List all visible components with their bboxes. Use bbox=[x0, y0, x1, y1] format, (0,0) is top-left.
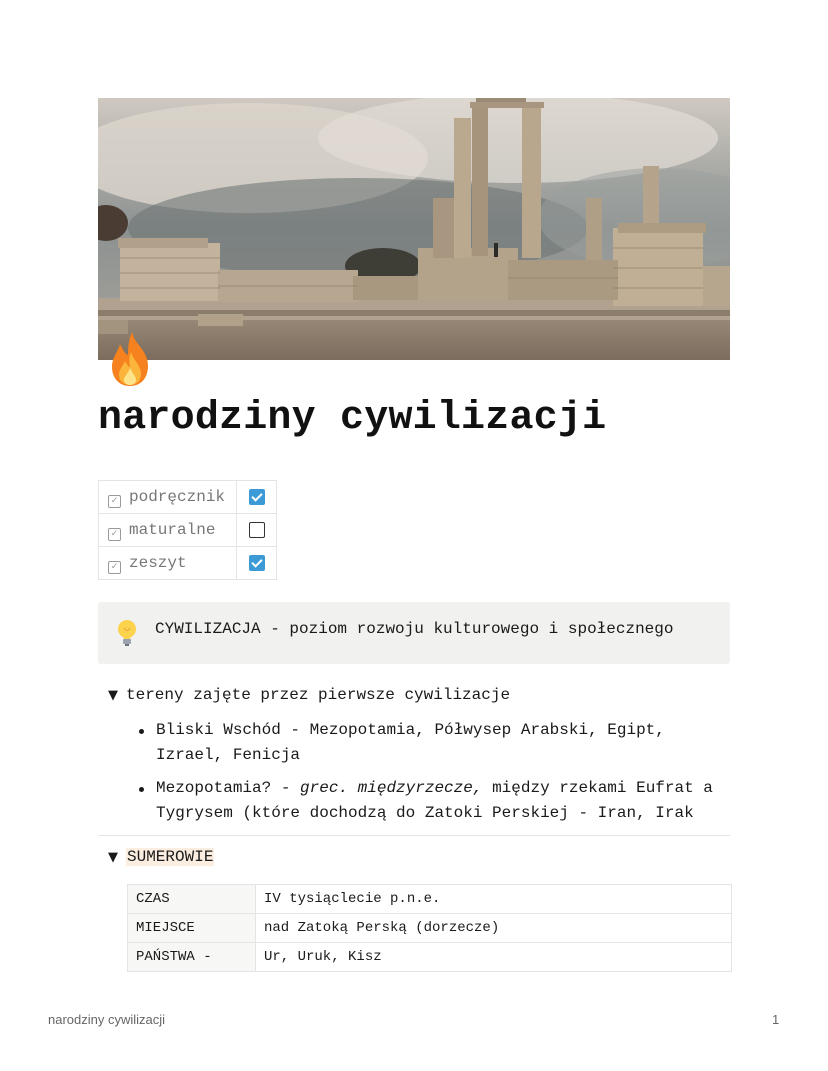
table-cell-key[interactable]: CZAS bbox=[128, 885, 256, 914]
page-title: narodziny cywilizacji bbox=[98, 396, 607, 441]
list-item-text: Mezopotamia? - bbox=[156, 779, 301, 797]
table-row bbox=[128, 943, 732, 972]
cover-image[interactable] bbox=[98, 98, 730, 360]
property-name[interactable]: maturalne bbox=[129, 521, 216, 539]
toggle-title: SUMEROWIE bbox=[127, 848, 214, 866]
property-checkbox-checked[interactable] bbox=[249, 555, 265, 571]
property-row bbox=[99, 481, 277, 514]
checkbox-property-icon: ✓ bbox=[108, 561, 121, 574]
footer-title: narodziny cywilizacji bbox=[48, 1012, 166, 1027]
table-cell-key[interactable]: MIEJSCE bbox=[128, 914, 256, 943]
property-row bbox=[99, 514, 277, 547]
property-name[interactable]: zeszyt bbox=[129, 554, 187, 572]
list-item bbox=[156, 718, 736, 768]
property-checkbox-checked[interactable] bbox=[249, 489, 265, 505]
footer-page-number: 1 bbox=[772, 1012, 780, 1027]
table-cell-key[interactable]: PAŃSTWA - bbox=[128, 943, 256, 972]
triangle-down-icon[interactable]: ▼ bbox=[108, 688, 118, 703]
toggle-sumerowie[interactable] bbox=[108, 848, 214, 866]
callout-text: CYWILIZACJA - poziom rozwoju kulturowego i społecznego bbox=[155, 620, 674, 638]
list-item-text: Izrael, Fenicja bbox=[156, 746, 301, 764]
list-item-text: Tygrysem (które dochodzą do Zatoki Perskiej - Iran, Irak bbox=[156, 804, 694, 822]
checkbox-property-icon: ✓ bbox=[108, 495, 121, 508]
list-item-text: Bliski Wschód - Mezopotamia, Półwysep Arabski, Egipt, bbox=[156, 721, 665, 739]
properties-table bbox=[98, 480, 277, 580]
table-cell-value[interactable]: Ur, Uruk, Kisz bbox=[256, 943, 732, 972]
toggle-title: tereny zajęte przez pierwsze cywilizacje bbox=[126, 686, 511, 704]
list-item-italic: grec. międzyrzecze, bbox=[300, 779, 483, 797]
divider bbox=[98, 835, 730, 836]
table-cell-value[interactable]: nad Zatoką Perską (dorzecze) bbox=[256, 914, 732, 943]
info-table bbox=[127, 884, 732, 972]
bullet-list bbox=[156, 718, 736, 826]
property-name[interactable]: podręcznik bbox=[129, 488, 226, 506]
callout-block bbox=[98, 602, 730, 664]
page-cut bbox=[120, 972, 740, 992]
property-row bbox=[99, 547, 277, 580]
toggle-tereny[interactable] bbox=[108, 686, 510, 704]
fire-icon[interactable] bbox=[104, 330, 160, 388]
lightbulb-icon bbox=[116, 619, 138, 647]
triangle-down-icon[interactable]: ▼ bbox=[108, 850, 118, 865]
table-row bbox=[128, 885, 732, 914]
property-checkbox-unchecked[interactable] bbox=[249, 522, 265, 538]
checkbox-property-icon: ✓ bbox=[108, 528, 121, 541]
list-item-text: między rzekami Eufrat a bbox=[482, 779, 713, 797]
table-row bbox=[128, 914, 732, 943]
table-cell-value[interactable]: IV tysiąclecie p.n.e. bbox=[256, 885, 732, 914]
list-item bbox=[156, 776, 736, 826]
